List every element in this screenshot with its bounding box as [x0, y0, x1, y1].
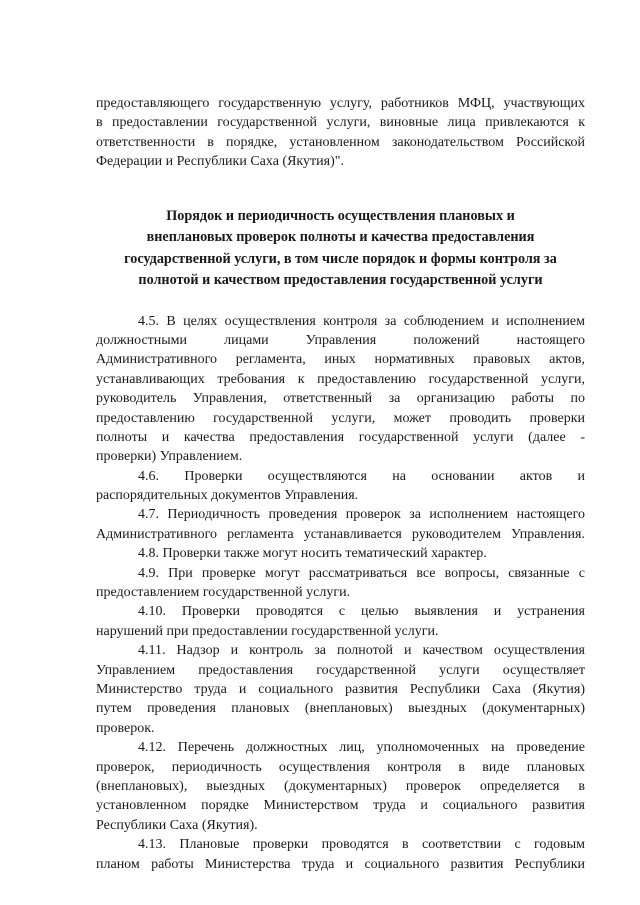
body-text-line: проверок, периодичность осуществления контроля в виде плановых	[96, 759, 585, 775]
document-page	[96, 94, 585, 874]
body-text-line: Министерство труда и социального развития Республики Саха (Якутия)	[96, 681, 585, 697]
intro-paragraph	[96, 94, 585, 172]
intro-text-line: предоставляющего государственную услугу, работников МФЦ, участвующих	[96, 96, 585, 111]
heading-text-line: государственной услуги, в том числе порядок и формы контроля за	[124, 250, 557, 267]
intro-text-line: в предоставлении государственной услуги, виновные лица привлекаются к	[96, 115, 585, 131]
body-text-line: Административного регламента устанавливается руководителем Управления.	[96, 526, 585, 542]
body-text-line: 4.13. Плановые проверки проводятся в соответствии с годовым	[138, 837, 585, 853]
body-text-line: проверок.	[96, 720, 155, 736]
intro-text-line: Федерации и Республики Саха (Якутия)".	[96, 154, 344, 170]
body-text-line: путем проведения плановых (внеплановых) выездных (документарных)	[96, 701, 585, 717]
body-text-line: Республики Саха (Якутия).	[96, 817, 258, 833]
heading-text-line: полнотой и качеством предоставления государственной услуги	[138, 272, 543, 289]
body-text-line: планом работы Министерства труда и социального развития Республики	[96, 856, 585, 872]
heading-text-line: внеплановых проверок полноты и качества предоставления	[146, 229, 535, 246]
body-text-line: распорядительных документов Управления.	[96, 488, 359, 504]
body-text-line: 4.7. Периодичность проведения проверок за исполнением настоящего	[138, 507, 585, 523]
body-text-line: 4.5. В целях осуществления контроля за соблюдением и исполнением	[138, 313, 585, 329]
body-text-line: Управлением предоставления государственной услуги осуществляет	[96, 662, 585, 678]
body-text-line: нарушений при предоставлении государственной услуги.	[96, 623, 439, 639]
heading-text-line: Порядок и периодичность осуществления плановых и	[166, 207, 515, 224]
body-text-line: 4.6. Проверки осуществляются на основании актов и	[138, 468, 585, 484]
body-text-line: проверки) Управлением.	[96, 449, 243, 465]
body-text-line: (внеплановых), выездных (документарных) проверок определяется в	[96, 778, 585, 794]
body-text-line: руководитель Управления, ответственный за организацию работы по	[96, 391, 585, 407]
body-text-line: установленном порядке Министерством труда и социального развития	[96, 798, 585, 814]
body-text-line: 4.11. Надзор и контроль за полнотой и качеством осуществления	[138, 643, 585, 659]
body-text-line: 4.10. Проверки проводятся с целью выявления и устранения	[138, 604, 585, 620]
body-text-line: 4.12. Перечень должностных лиц, уполномоченных на проведение	[138, 740, 585, 756]
body-text-line: предоставлением государственной услуги.	[96, 585, 351, 601]
intro-text-line: ответственности в порядке, установленном законодательством Российской	[96, 134, 585, 150]
section-heading	[96, 206, 585, 292]
body-text-line: 4.9. При проверке могут рассматриваться все вопросы, связанные с	[138, 565, 585, 581]
body-text-line: предоставлению государственной услуги, может проводить проверки	[96, 410, 585, 426]
body-text-line: полноты и качества предоставления государственной услуги (далее -	[96, 429, 585, 445]
body-text-line: должностными лицами Управления положений настоящего	[96, 332, 585, 348]
body-text-line: устанавливающих требования к предоставлению государственной услуги,	[96, 371, 585, 387]
section-body	[96, 312, 585, 874]
body-text-line: Административного регламента, иных нормативных правовых актов,	[96, 352, 585, 368]
body-text-line: 4.8. Проверки также могут носить тематический характер.	[138, 546, 487, 562]
